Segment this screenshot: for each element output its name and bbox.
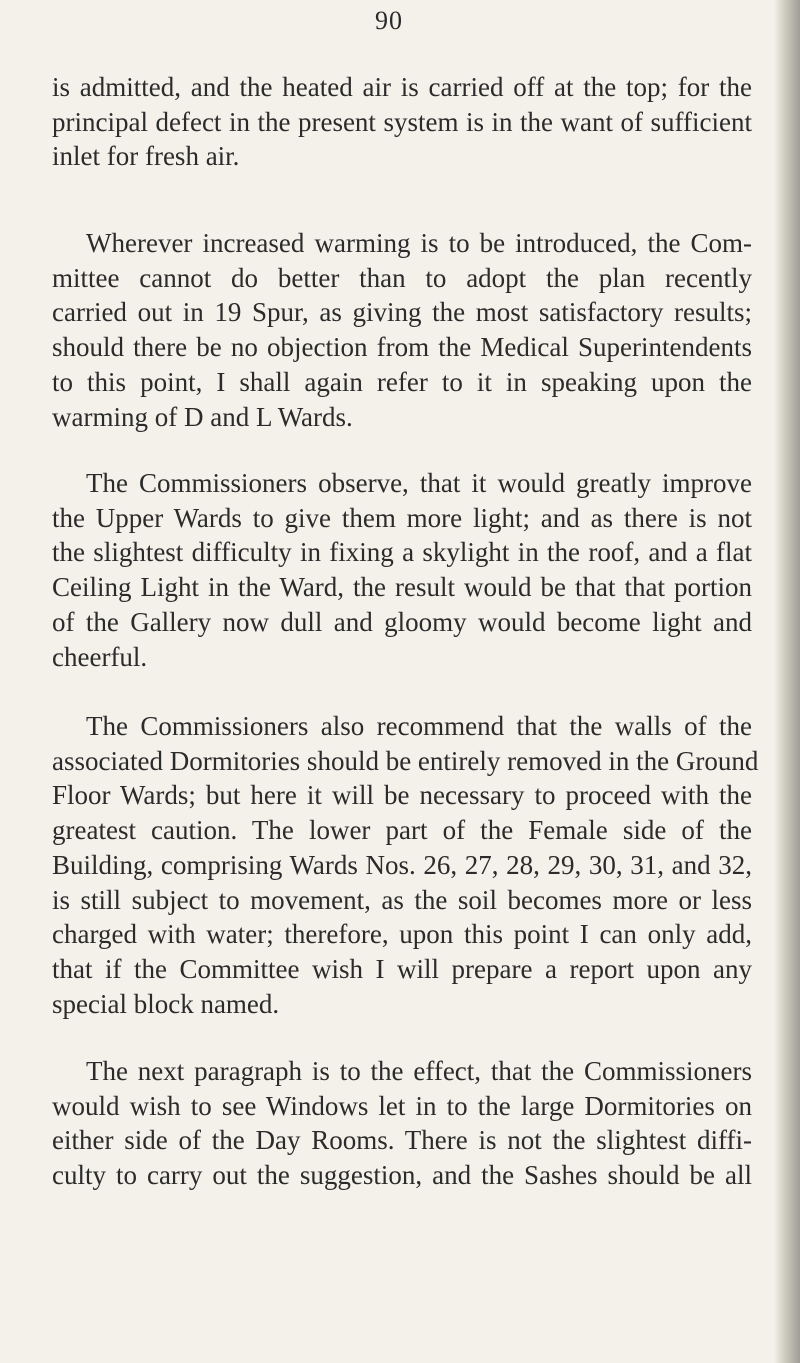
paragraph-line: carried out in 19 Spur, as giving the most satisfactory results; — [52, 297, 752, 328]
paragraph-line: of the Gallery now dull and gloomy would become light and — [52, 606, 752, 637]
paragraph-line: mittee cannot do better than to adopt the plan recently — [52, 262, 752, 293]
paragraph-line: The next paragraph is to the effect, that the Commissioners — [86, 1056, 752, 1086]
paragraph-line: Wherever increased warming is to be introduced, the Com- — [86, 228, 752, 258]
paragraph-line: to this point, I shall again refer to it in speaking upon the — [52, 366, 752, 397]
paragraph-line: special block named. — [52, 988, 280, 1019]
paragraph-line: charged with water; therefore, upon this point I can only add, — [52, 919, 752, 950]
paragraph-line: warming of D and L Wards. — [52, 401, 353, 432]
paragraph-line: would wish to see Windows let in to the large Dormitories on — [52, 1090, 752, 1121]
paragraph-line: Building, comprising Wards Nos. 26, 27, 28, 29, 30, 31, and 32, — [52, 849, 752, 880]
paragraph-line: inlet for fresh air. — [52, 141, 240, 172]
paragraph-line: principal defect in the present system is in the want of sufficient — [52, 106, 752, 137]
page-number: 90 — [375, 6, 403, 35]
paragraph-line: The Commissioners observe, that it would greatly improve — [86, 468, 752, 498]
paragraph-line: either side of the Day Rooms. There is not the slightest diffi- — [52, 1125, 752, 1156]
paragraph-1 — [52, 70, 752, 174]
paragraph-line: cheerful. — [52, 641, 148, 672]
paragraph-line: is admitted, and the heated air is carried off at the top; for the — [52, 72, 752, 102]
paragraph-3 — [52, 466, 752, 674]
paragraph-line: The Commissioners also recommend that the walls of the — [86, 711, 752, 741]
paragraph-4 — [52, 709, 759, 1021]
paragraph-2 — [52, 226, 752, 434]
paragraph-5 — [52, 1054, 752, 1193]
paragraph-line: associated Dormitories should be entirely removed in the Ground — [52, 745, 759, 776]
paragraph-line: greatest caution. The lower part of the Female side of the — [52, 815, 752, 846]
page-edge-shadow — [774, 0, 800, 1363]
paragraph-line: should there be no objection from the Medical Superintendents — [52, 332, 752, 363]
paragraph-line: Ceiling Light in the Ward, the result would be that that portion — [52, 572, 752, 603]
paragraph-line: culty to carry out the suggestion, and the Sashes should be all — [52, 1160, 752, 1191]
paragraph-line: the slightest difficulty in fixing a skylight in the roof, and a flat — [52, 537, 752, 568]
paragraph-line: that if the Committee wish I will prepare a report upon any — [52, 953, 752, 984]
paragraph-line: Floor Wards; but here it will be necessary to proceed with the — [52, 780, 752, 811]
paragraph-line: the Upper Wards to give them more light; and as there is not — [52, 502, 752, 533]
paragraph-line: is still subject to movement, as the soil becomes more or less — [52, 884, 752, 915]
